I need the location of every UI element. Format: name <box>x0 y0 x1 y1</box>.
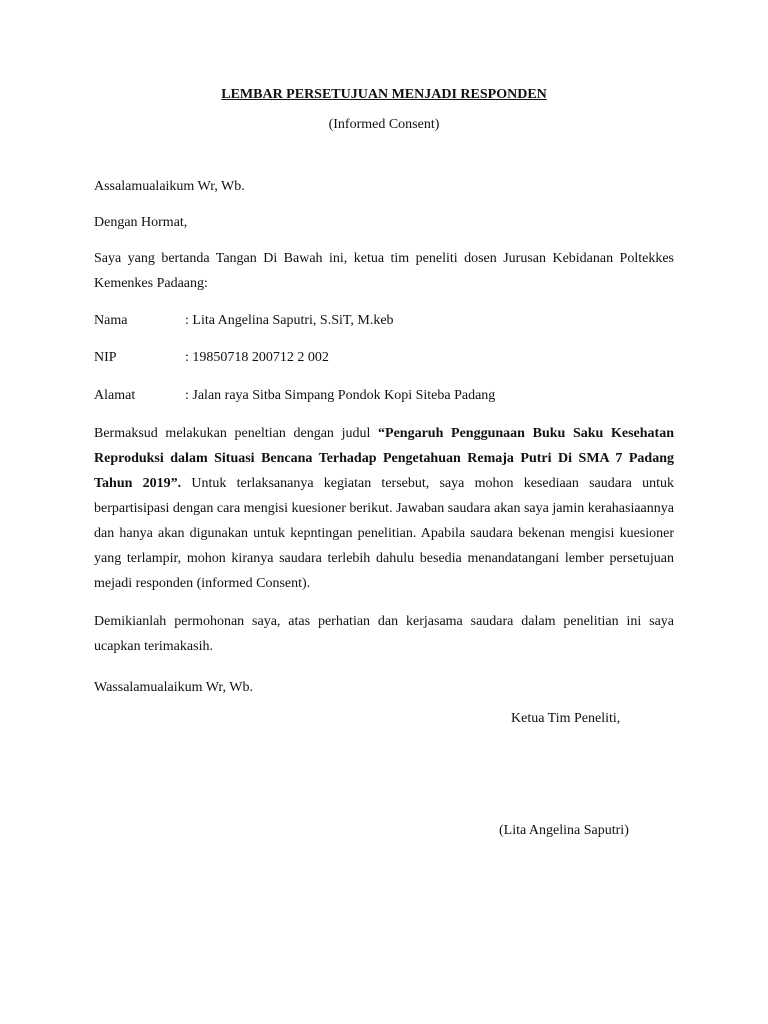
salutation: Dengan Hormat, <box>94 215 188 230</box>
body-paragraph <box>94 421 674 596</box>
signature-role: Ketua Tim Peneliti, <box>511 711 621 726</box>
signature-name: (Lita Angelina Saputri) <box>499 823 629 838</box>
document-subtitle: (Informed Consent) <box>328 117 440 132</box>
research-title: “Pengaruh Penggunaan Buku Saku Kesehatan Reproduksi dalam Situasi Bencana Terhadap Pengetahuan Remaja Putri Di SMA 7 Padang Tahun 2019”. <box>94 426 674 491</box>
field-value-nip: : 19850718 200712 2 002 <box>185 350 329 365</box>
closing-paragraph: Demikianlah permohonan saya, atas perhatian dan kerjasama saudara dalam penelitian ini saya ucapkan terimakasih. <box>94 614 674 654</box>
field-label-nama: Nama <box>94 313 128 328</box>
field-value-alamat: : Jalan raya Sitba Simpang Pondok Kopi Siteba Padang <box>185 388 496 403</box>
field-label-nip: NIP <box>94 350 117 365</box>
farewell: Wassalamualaikum Wr, Wb. <box>94 680 253 695</box>
body-rest: Untuk terlaksananya kegiatan tersebut, saya mohon kesediaan saudara untuk berpartisipasi dengan cara mengisi kuesioner berikut. Jawaban saudara akan saya jamin kerahasiaannya dan hanya akan digunakan untuk kepntingan penelitian. Apabila saudara bekenan mengisi kuesioner yang terlampir, mohon kiranya saudara terlebih dahulu besedia menandatangani lember persetujuan mejadi responden (informed Consent). <box>94 476 674 591</box>
field-label-alamat: Alamat <box>94 388 136 403</box>
body-lead: Bermaksud melakukan peneltian dengan judul <box>94 426 379 441</box>
greeting: Assalamualaikum Wr, Wb. <box>94 179 245 194</box>
document-title: LEMBAR PERSETUJUAN MENJADI RESPONDEN <box>221 87 547 102</box>
field-value-nama: : Lita Angelina Saputri, S.SiT, M.keb <box>185 313 394 328</box>
intro-paragraph: Saya yang bertanda Tangan Di Bawah ini, ketua tim peneliti dosen Jurusan Kebidanan Poltekkes Kemenkes Padaang: <box>94 251 674 291</box>
